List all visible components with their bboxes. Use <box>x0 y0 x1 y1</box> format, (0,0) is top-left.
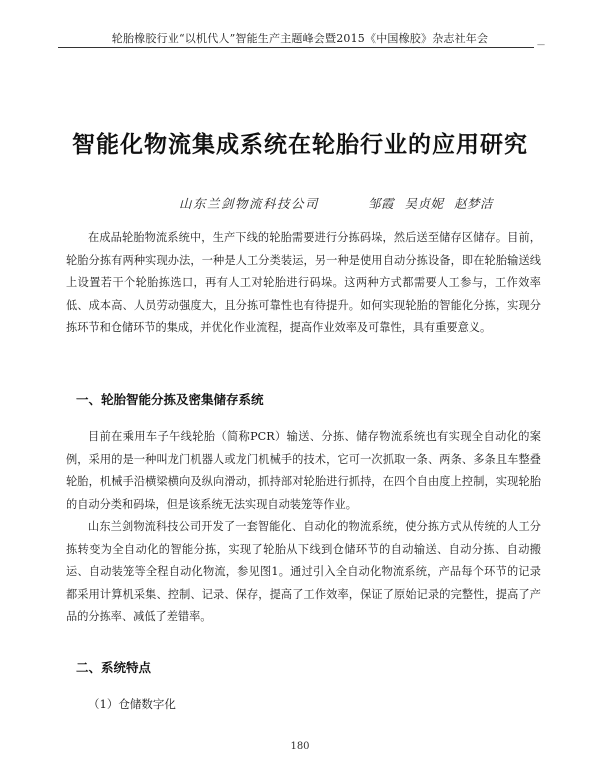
page-number: 180 <box>290 741 310 752</box>
intro-paragraph: 在成品轮胎物流系统中，生产下线的轮胎需要进行分拣码垛，然后送至储存区储存。目前，轮胎分拣有两种实现办法，一种是人工分类装运，另一种是使用自动分拣设备，即在轮胎输送线上设置若干个轮胎拣选口，再有人工对轮胎进行码垛。这两种方式都需要人工参与，工作效率低、成本高、人员劳动强度大，且分拣可靠性也有待提升。如何实现轮胎的智能化分拣，实现分拣环节和仓储环节的集成，并优化作业流程，提高作业效率及可靠性，具有重要意义。 <box>66 231 541 334</box>
header-rule <box>58 47 534 48</box>
affiliation-organization: 山东兰剑物流科技公司 <box>179 196 320 211</box>
section-heading-1: 一、轮胎智能分拣及密集储存系统 <box>76 392 264 407</box>
section-1-paragraph-2: 山东兰剑物流科技公司开发了一套智能化、自动化的物流系统，使分拣方式从传统的人工分拣转变为全自动化的智能分拣，实现了轮胎从下线到仓储环节的自动输送、自动分拣、自动搬运、自动装笼等全程自动化物流，参见图1。通过引入全自动化物流系统，产品每个环节的记录都采用计算机采集、控制、记录、保存，提高了工作效率，保证了原始记录的完整性，提高了产品的分拣率、减低了差错率。 <box>66 520 541 623</box>
paper-title: 智能化物流集成系统在轮胎行业的应用研究 <box>72 132 528 158</box>
subsection-heading: （1）仓储数字化 <box>88 697 176 711</box>
author-list: 邹霞 吴贞妮 赵梦洁 <box>368 196 493 211</box>
intro-section <box>66 227 541 340</box>
running-header: 轮胎橡胶行业“以机代人”智能生产主题峰会暨2015《中国橡胶》杂志社年会 <box>111 32 489 45</box>
header-mark: — <box>537 40 545 49</box>
section-heading-2: 二、系统特点 <box>76 660 152 675</box>
section-1-body <box>66 426 541 629</box>
section-1-paragraph-1: 目前在乘用车子午线轮胎（简称PCR）输送、分拣、储存物流系统也有实现全自动化的案例，采用的是一种叫龙门机器人或龙门机械手的技术，它可一次抓取一条、两条、多条且车整叠轮胎，机械手沿横梁横向及纵向滑动，抓持部对轮胎进行抓持，在四个自由度上控制，实现轮胎的自动分类和码垛，但是该系统无法实现自动装笼等作业。 <box>66 430 541 511</box>
